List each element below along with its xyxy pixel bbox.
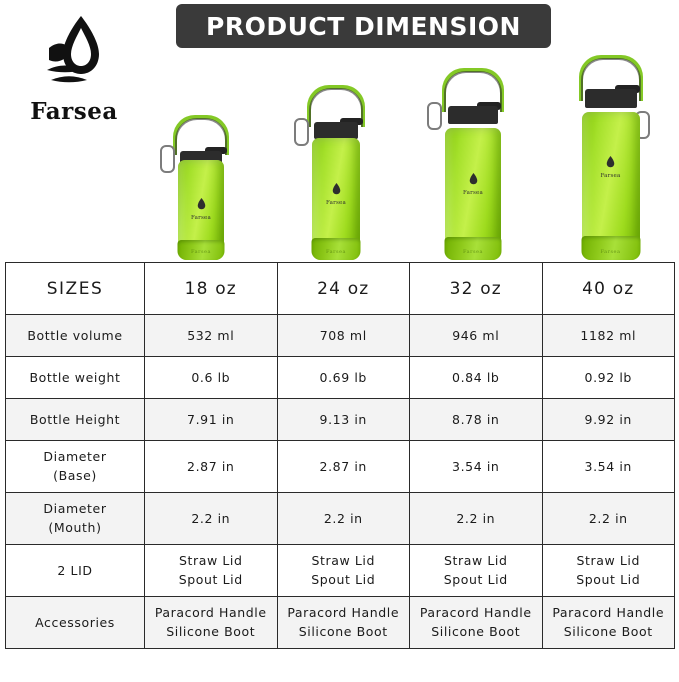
cell-lid-24oz-line2: Spout Lid (311, 571, 376, 587)
cell-weight-24oz: 0.69 lb (277, 357, 410, 399)
header-sizes: SIZES (6, 263, 145, 315)
cell-lid-18oz (145, 545, 278, 597)
row-label-diameter-base-line2: (Base) (53, 467, 97, 483)
bottle-40oz (542, 55, 679, 260)
water-drop-icon (332, 183, 341, 195)
table-row (6, 545, 675, 597)
cell-diameter-mouth-40oz: 2.2 in (542, 493, 675, 545)
cell-accessories-18oz (145, 597, 278, 649)
header-24oz: 24 oz (277, 263, 410, 315)
cell-accessories-24oz-line2: Silicone Boot (298, 623, 388, 639)
bottle-logo (589, 153, 633, 179)
table-row (6, 357, 675, 399)
silicone-boot (581, 236, 640, 260)
cell-weight-40oz: 0.92 lb (542, 357, 675, 399)
row-label-diameter-base-line1: Diameter (43, 449, 107, 465)
header-40oz: 40 oz (542, 263, 675, 315)
cell-accessories-18oz-line2: Silicone Boot (166, 623, 256, 639)
cell-height-24oz: 9.13 in (277, 399, 410, 441)
silicone-boot (445, 237, 502, 260)
bottle-logo (451, 170, 495, 196)
cell-diameter-base-18oz: 2.87 in (145, 441, 278, 493)
cell-lid-32oz-line1: Straw Lid (443, 553, 508, 569)
cell-lid-18oz-line2: Spout Lid (178, 571, 243, 587)
cell-accessories-40oz (542, 597, 675, 649)
bottle-lineup (136, 52, 679, 260)
bottle-32oz (406, 68, 540, 260)
water-drop-icon (197, 198, 206, 210)
table-header-row (6, 263, 675, 315)
table-row (6, 493, 675, 545)
bottle-lid (448, 106, 498, 124)
row-label-diameter-mouth-line1: Diameter (43, 501, 107, 517)
cell-lid-32oz (410, 545, 543, 597)
cell-weight-32oz: 0.84 lb (410, 357, 543, 399)
cell-lid-40oz-line2: Spout Lid (576, 571, 641, 587)
carabiner-icon (427, 102, 442, 130)
header-32oz: 32 oz (410, 263, 543, 315)
bottle-logo-label: Farsea (191, 215, 211, 221)
cell-accessories-40oz-line1: Paracord Handle (552, 605, 665, 621)
silicone-boot (178, 240, 225, 260)
cell-accessories-32oz-line2: Silicone Boot (431, 623, 521, 639)
row-label-diameter-base (6, 441, 145, 493)
cell-diameter-base-32oz: 3.54 in (410, 441, 543, 493)
cell-height-40oz: 9.92 in (542, 399, 675, 441)
carabiner-icon (294, 118, 309, 146)
cell-lid-40oz-line1: Straw Lid (576, 553, 641, 569)
bottle-logo-label: Farsea (600, 173, 621, 179)
bottle-logo-label: Farsea (326, 200, 346, 206)
row-label-bottle-volume: Bottle volume (6, 315, 145, 357)
bottle-24oz (270, 80, 402, 260)
table-row (6, 441, 675, 493)
cell-accessories-40oz-line2: Silicone Boot (563, 623, 653, 639)
cell-accessories-24oz (277, 597, 410, 649)
bottle-logo (181, 195, 221, 221)
cell-volume-32oz: 946 ml (410, 315, 543, 357)
water-drop-icon (606, 156, 615, 168)
cell-height-32oz: 8.78 in (410, 399, 543, 441)
cell-volume-40oz: 1182 ml (542, 315, 675, 357)
cell-accessories-32oz (410, 597, 543, 649)
cell-lid-24oz (277, 545, 410, 597)
cell-diameter-base-24oz: 2.87 in (277, 441, 410, 493)
cell-height-18oz: 7.91 in (145, 399, 278, 441)
row-label-2-lid: 2 LID (6, 545, 145, 597)
bottle-lid (314, 122, 358, 139)
carabiner-icon (160, 145, 175, 173)
cell-diameter-mouth-18oz: 2.2 in (145, 493, 278, 545)
silicone-boot (312, 238, 361, 260)
boot-label: Farsea (600, 249, 621, 255)
cell-volume-18oz: 532 ml (145, 315, 278, 357)
header-banner (176, 4, 551, 48)
boot-label: Farsea (462, 249, 483, 255)
cell-diameter-mouth-24oz: 2.2 in (277, 493, 410, 545)
boot-label: Farsea (325, 249, 346, 255)
cell-accessories-24oz-line1: Paracord Handle (287, 605, 400, 621)
cell-lid-40oz (542, 545, 675, 597)
bottle-18oz (136, 103, 266, 260)
row-label-diameter-mouth (6, 493, 145, 545)
header-18oz: 18 oz (145, 263, 278, 315)
cell-lid-18oz-line1: Straw Lid (178, 553, 243, 569)
cell-lid-24oz-line1: Straw Lid (311, 553, 376, 569)
cell-diameter-mouth-32oz: 2.2 in (410, 493, 543, 545)
bottle-logo-label: Farsea (463, 190, 483, 196)
row-label-diameter-mouth-line2: (Mouth) (48, 519, 102, 535)
water-drop-icon (469, 173, 478, 185)
cell-accessories-32oz-line1: Paracord Handle (419, 605, 532, 621)
bottle-lid (585, 89, 637, 108)
brand-name: Farsea (30, 98, 118, 125)
row-label-accessories: Accessories (6, 597, 145, 649)
table-row (6, 315, 675, 357)
page-title: PRODUCT DIMENSION (206, 11, 521, 41)
cell-lid-32oz-line2: Spout Lid (443, 571, 508, 587)
cell-accessories-18oz-line1: Paracord Handle (154, 605, 267, 621)
brand-block (14, 14, 134, 125)
row-label-bottle-height: Bottle Height (6, 399, 145, 441)
bottle-logo (316, 180, 356, 206)
water-drop-wave-icon (41, 14, 107, 94)
table-row (6, 399, 675, 441)
cell-volume-24oz: 708 ml (277, 315, 410, 357)
row-label-bottle-weight: Bottle weight (6, 357, 145, 399)
boot-label: Farsea (190, 249, 211, 255)
cell-weight-18oz: 0.6 lb (145, 357, 278, 399)
specifications-table (5, 262, 675, 649)
table-row (6, 597, 675, 649)
cell-diameter-base-40oz: 3.54 in (542, 441, 675, 493)
